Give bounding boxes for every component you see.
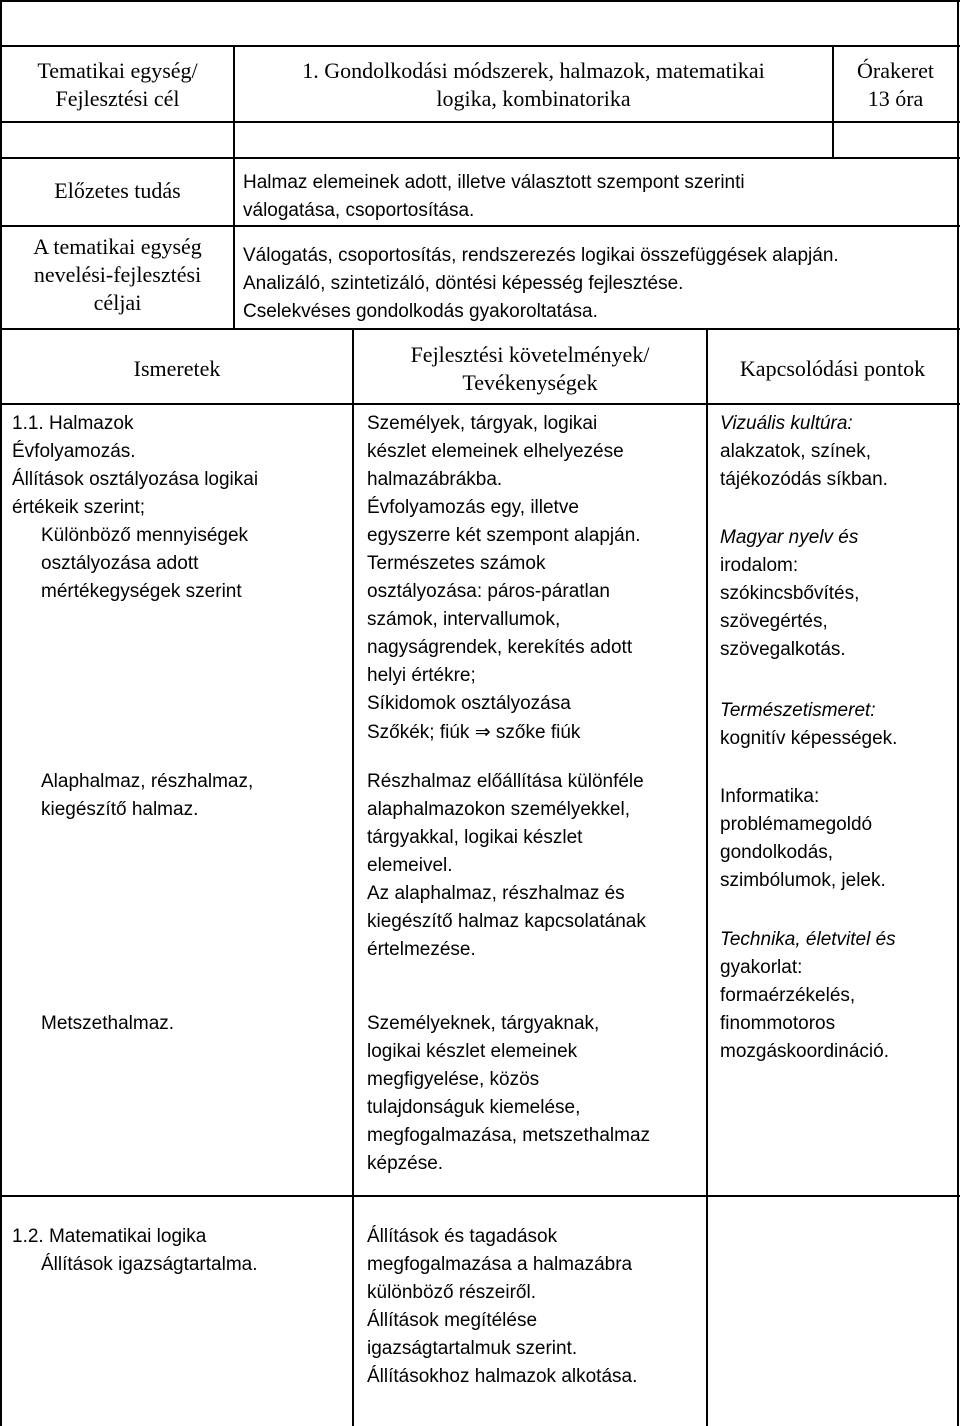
hours-label: Órakeret bbox=[857, 58, 934, 83]
prior-knowledge-top-line bbox=[0, 157, 960, 159]
table-border-top bbox=[0, 0, 960, 2]
hours-value: 13 óra bbox=[867, 86, 924, 111]
header-row-top-line bbox=[0, 45, 960, 47]
column-header-connections: Kapcsolódási pontok bbox=[739, 356, 926, 381]
section-divider-line bbox=[0, 1195, 960, 1197]
unit-label: Tematikai egység/ Fejlesztési cél bbox=[37, 58, 198, 111]
requirements-block-1: Személyek, tárgyak, logikai készlet elemeinek elhelyezése halmazábrákba. Évfolyamozás egy, illetve egyszerre két szempont alapján. Természetes számok osztályozása: páros-páratlan számok, intervallumok, nagyságrendek, kerekítés adott helyi értékre; Síkidomok osztályozása Szőkék; fiúk ⇒ szőke fiúk bbox=[367, 410, 641, 747]
knowledge-block-1: Évfolyamozás. Állítások osztályozása logikai értékeik szerint; Különböző mennyiségek osztályozása adott mértékegységek szerint bbox=[12, 441, 259, 602]
connection-hungarian: Magyar nyelv és irodalom: szókincsbővítés, szövegértés, szövegalkotás. bbox=[720, 527, 860, 660]
table-border-left bbox=[0, 0, 2, 1426]
knowledge-block-4: Állítások igazságtartalma. bbox=[41, 1254, 258, 1275]
table-border-right bbox=[957, 0, 959, 1426]
goals-top-line bbox=[0, 225, 960, 227]
column-header-knowledge: Ismeretek bbox=[133, 356, 221, 381]
connection-visual-culture: Vizuális kultúra: alakzatok, színek, tájékozódás síkban. bbox=[720, 413, 888, 490]
header-row-bottom-line bbox=[0, 121, 960, 123]
prior-knowledge-label: Előzetes tudás bbox=[54, 178, 181, 203]
knowledge-block-2: Alaphalmaz, részhalmaz, kiegészítő halmaz. bbox=[41, 771, 254, 820]
columns-header-top-line bbox=[0, 328, 960, 330]
knowledge-section-1-title: 1.1. Halmazok bbox=[12, 413, 134, 434]
knowledge-block-3: Metszethalmaz. bbox=[41, 1013, 175, 1034]
hours-box bbox=[834, 57, 957, 113]
set-example: Szőkék; fiúk ⇒ szőke fiúk bbox=[367, 721, 581, 743]
columns-header-bottom-line bbox=[0, 403, 960, 405]
column-header-requirements: Fejlesztési követelmények/ Tevékenységek bbox=[410, 342, 650, 395]
connection-informatics: Informatika: problémamegoldó gondolkodás, szimbólumok, jelek. bbox=[720, 786, 886, 891]
knowledge-column-divider bbox=[352, 328, 354, 1426]
requirements-block-4: Állítások és tagadások megfogalmazása a halmazábra különböző részeiről. Állítások megítélése igazságtartalmuk szerint. Állításokhoz halmazok alkotása. bbox=[367, 1226, 638, 1387]
goals-label: A tematikai egység nevelési-fejlesztési céljai bbox=[33, 234, 202, 315]
connections-column-divider bbox=[706, 328, 708, 1426]
connection-technology: Technika, életvitel és gyakorlat: formaérzékelés, finommotoros mozgáskoordináció. bbox=[720, 929, 896, 1062]
implies-arrow-icon: ⇒ bbox=[474, 721, 491, 743]
knowledge-section-2-title: 1.2. Matematikai logika bbox=[12, 1226, 207, 1247]
requirements-block-3: Személyeknek, tárgyaknak, logikai készlet elemeinek megfigyelése, közös tulajdonságuk kiemelése, megfogalmazása, metszethalmaz képzése. bbox=[367, 1013, 651, 1174]
prior-knowledge-text: Halmaz elemeinek adott, illetve választott szempont szerinti válogatása, csoportosítása. bbox=[243, 172, 745, 221]
unit-title: 1. Gondolkodási módszerek, halmazok, matematikai logika, kombinatorika bbox=[302, 58, 765, 111]
goals-text: Válogatás, csoportosítás, rendszerezés logikai összefüggések alapján. Analizáló, szintetizáló, döntési képesség fejlesztése. Cselekvéses gondolkodás gyakoroltatása. bbox=[243, 245, 839, 322]
connection-science: Természetismeret: kognitív képességek. bbox=[720, 700, 898, 749]
requirements-block-2: Részhalmaz előállítása különféle alaphalmazokon személyekkel, tárgyakkal, logikai készlet elemeivel. Az alaphalmaz, részhalmaz és kiegészítő halmaz kapcsolatának értelmezése. bbox=[367, 771, 646, 960]
